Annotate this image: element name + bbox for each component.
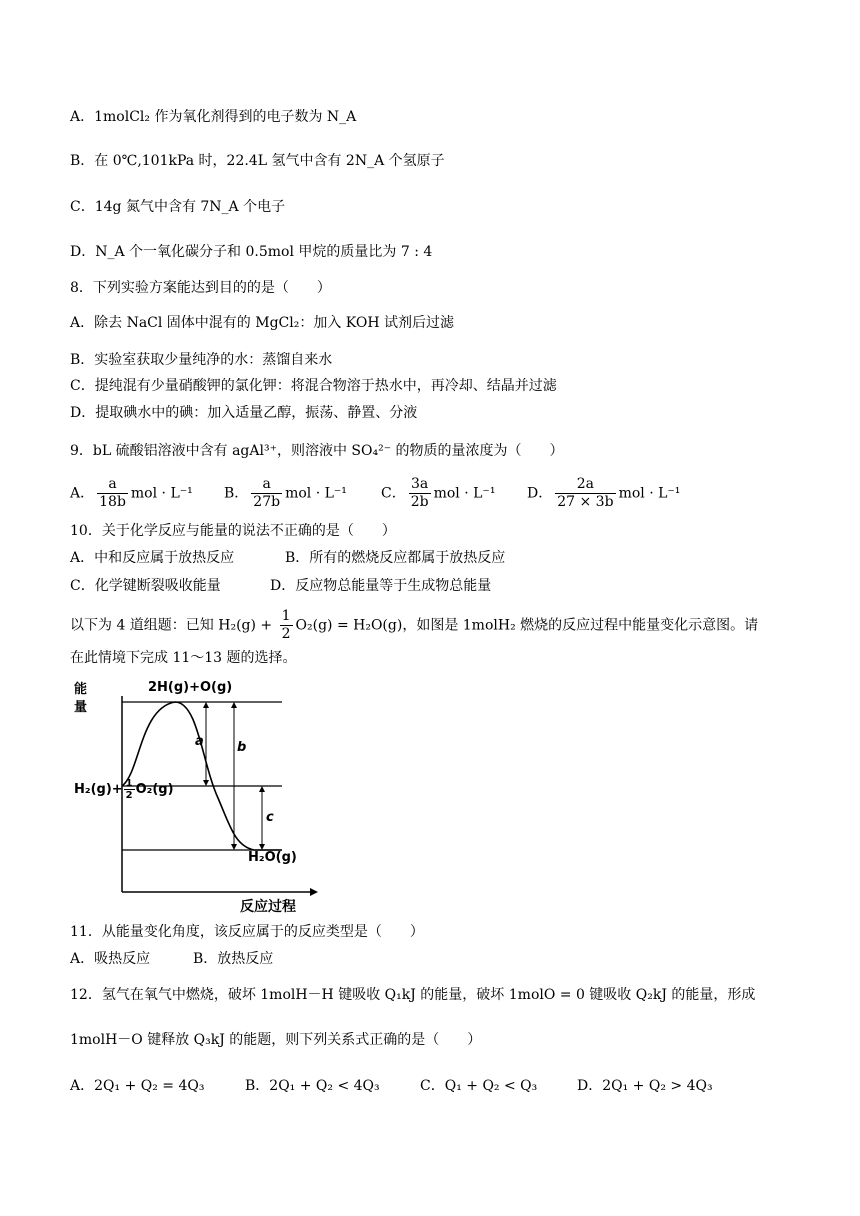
q7-option-c: [70, 197, 285, 217]
group-intro-line2: 在此情境下完成 11～13 题的选择。: [70, 650, 297, 666]
reactant-prefix: H₂(g)+: [74, 782, 123, 797]
option-label: C．: [70, 378, 95, 394]
arrow-b-head-bottom: [231, 844, 237, 850]
option-text: 提取碘水中的碘：加入适量乙醇，振荡、静置、分液: [95, 405, 418, 421]
option-label: A．: [70, 1078, 95, 1094]
denominator: 27b: [253, 494, 281, 510]
q9-option-c: [381, 476, 495, 511]
option-label: C．: [381, 485, 406, 502]
option-text: 1molCl₂ 作为氧化剂得到的电子数为 N_A: [94, 109, 357, 125]
q8-option-d: [70, 403, 417, 423]
q7-option-a: [70, 107, 356, 127]
q10-option-c: C．化学键断裂吸收能量: [70, 578, 221, 594]
q11-option-b: B．放热反应: [193, 951, 274, 967]
option-text: N_A 个一氧化碳分子和 0.5mol 甲烷的质量比为 7 : 4: [95, 244, 433, 260]
arrow-a-label: a: [195, 734, 204, 749]
intro-part1: 以下为 4 道组题：已知 H₂(g) +: [70, 617, 277, 634]
y-axis-label-2: 量: [74, 700, 88, 715]
q10-option-d: D．反应物总能量等于生成物总能量: [270, 578, 492, 594]
denominator: 2: [125, 790, 133, 801]
denominator: 18b: [99, 494, 126, 510]
option-label: B．: [224, 485, 249, 502]
q9-stem: 9．bL 硫酸铝溶液中含有 agAl³⁺，则溶液中 SO₄²⁻ 的物质的量浓度为（ ）: [70, 443, 564, 459]
option-label: D．: [577, 1078, 603, 1094]
reaction-curve: [122, 702, 282, 850]
q11-option-a: A．吸热反应: [70, 951, 151, 967]
option-label: D．: [527, 485, 553, 502]
option-label: C．: [420, 1078, 445, 1094]
unit: mol · L⁻¹: [285, 485, 347, 502]
denominator: 27 × 3b: [557, 494, 614, 510]
option-text: Q₁ + Q₂ < Q₃: [444, 1078, 538, 1094]
option-text: 2Q₁ + Q₂ > 4Q₃: [602, 1078, 713, 1094]
fraction: [555, 476, 615, 511]
option-text: 2Q₁ + Q₂ < 4Q₃: [269, 1078, 380, 1094]
numerator: 1: [281, 608, 291, 624]
x-axis-arrowhead: [310, 888, 318, 896]
arrow-a-head-top: [203, 702, 209, 708]
numerator: a: [97, 476, 128, 494]
reactant-label: [74, 778, 174, 801]
numerator: 3a: [409, 476, 431, 494]
option-label: C．: [70, 199, 95, 215]
arrow-b-label: b: [237, 740, 247, 755]
q9-option-b: [224, 476, 347, 511]
arrow-c-label: c: [266, 810, 274, 825]
q12-option-c: [420, 1076, 537, 1096]
option-label: B．: [70, 352, 95, 368]
y-axis-label-1: 能: [74, 682, 88, 697]
unit: mol · L⁻¹: [130, 485, 193, 502]
top-level-label: 2H(g)+O(g): [148, 680, 233, 695]
option-text: 实验室获取少量纯净的水：蒸馏自来水: [94, 352, 333, 368]
product-label: H₂O(g): [248, 850, 297, 865]
fraction: [251, 476, 282, 511]
option-label: D．: [70, 405, 96, 421]
option-label: A．: [70, 485, 95, 502]
reactant-suffix: O₂(g): [135, 782, 174, 797]
q9-option-d: [527, 476, 680, 511]
q8-option-b: [70, 350, 332, 370]
reactant-fraction: [124, 778, 135, 801]
option-label: A．: [70, 109, 95, 125]
numerator: a: [251, 476, 282, 494]
unit: mol · L⁻¹: [618, 485, 681, 502]
option-label: D．: [70, 244, 96, 260]
denominator: 2b: [410, 494, 429, 510]
q10-option-b: B．所有的燃烧反应都属于放热反应: [285, 550, 506, 566]
arrow-a-head-bottom: [203, 780, 209, 786]
q12-option-d: [577, 1076, 713, 1096]
q7-option-b: [70, 151, 445, 171]
option-text: 除去 NaCl 固体中混有的 MgCl₂：加入 KOH 试剂后过滤: [94, 315, 455, 331]
q12-stem-line2: 1molH－O 键释放 Q₃kJ 的能题，则下列关系式正确的是（ ）: [70, 1032, 482, 1048]
option-text: 提纯混有少量硝酸钾的氯化钾：将混合物溶于热水中，再冷却、结晶并过滤: [94, 378, 557, 394]
fraction: [280, 608, 293, 643]
option-label: B．: [70, 153, 95, 169]
fraction: [97, 476, 128, 511]
q9-option-a: [70, 476, 193, 511]
option-text: 在 0℃,101kPa 时，22.4L 氢气中含有 2N_A 个氢原子: [94, 153, 445, 169]
q8-option-a: [70, 313, 454, 333]
intro-part2: O₂(g) = H₂O(g)，如图是 1molH₂ 燃烧的反应过程中能量变化示意图。请: [295, 617, 759, 634]
arrow-b-head-top: [231, 702, 237, 708]
numerator: 1: [125, 778, 133, 789]
option-text: 14g 氮气中含有 7N_A 个电子: [94, 199, 286, 215]
arrow-c-head-top: [259, 786, 265, 792]
q7-option-d: [70, 242, 432, 262]
numerator: 2a: [555, 476, 615, 494]
unit: mol · L⁻¹: [433, 485, 496, 502]
denominator: 2: [281, 626, 291, 642]
group-intro: [70, 608, 758, 643]
x-axis-label: 反应过程: [240, 899, 296, 915]
q12-stem-line1: 12．氢气在氧气中燃烧，破坏 1molH－H 键吸收 Q₁kJ 的能量，破坏 1molO = 0 键吸收 Q₂kJ 的能量，形成: [70, 987, 756, 1003]
q12-option-b: [245, 1076, 380, 1096]
fraction: [409, 476, 431, 511]
q10-stem: 10．关于化学反应与能量的说法不正确的是（ ）: [70, 523, 396, 539]
q8-stem: 8．下列实验方案能达到目的的是（ ）: [70, 280, 331, 296]
option-label: A．: [70, 315, 95, 331]
energy-diagram: [70, 678, 320, 918]
q12-option-a: [70, 1076, 204, 1096]
option-text: 2Q₁ + Q₂ = 4Q₃: [94, 1078, 205, 1094]
q10-option-a: A．中和反应属于放热反应: [70, 550, 235, 566]
q8-option-c: [70, 376, 557, 396]
option-label: B．: [245, 1078, 270, 1094]
q11-stem: 11．从能量变化角度，该反应属于的反应类型是（ ）: [70, 924, 424, 940]
